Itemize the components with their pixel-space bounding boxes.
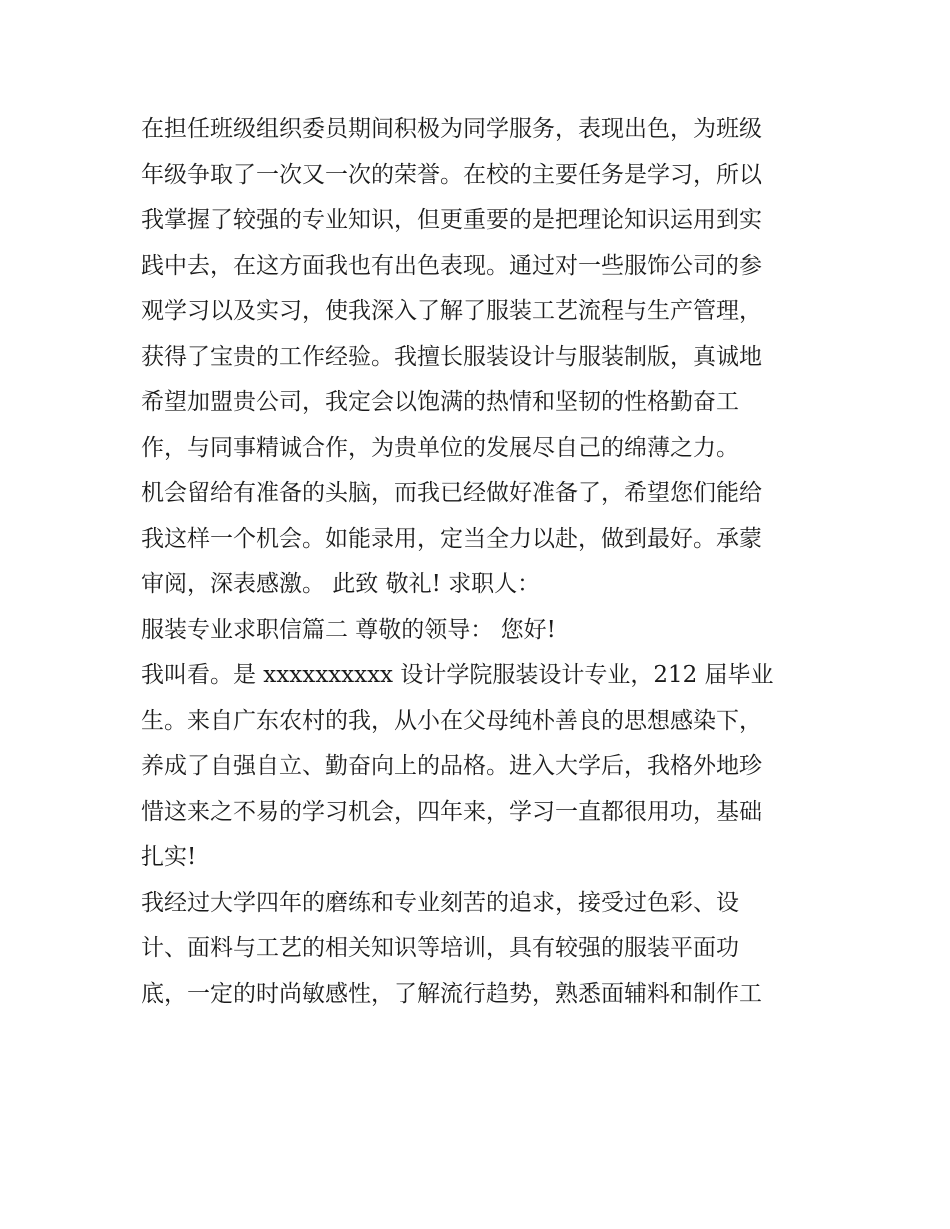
- text-line: 希望加盟贵公司，我定会以饱满的热情和坚韧的性格勤奋工: [141, 389, 739, 415]
- text-line: 计、面料与工艺的相关知识等培训，具有较强的服装平面功: [141, 935, 739, 961]
- text-line: 惜这来之不易的学习机会，四年来，学习一直都很用功，基础: [141, 798, 762, 825]
- text-line: 我这样一个机会。如能录用，定当全力以赴，做到最好。承蒙: [141, 525, 762, 552]
- section-heading-line: 服装专业求职信篇二 尊敬的领导： 您好!: [141, 616, 556, 643]
- text-line: 我叫看。是 xxxxxxxxxx 设计学院服装设计专业，212 届毕业: [141, 662, 774, 688]
- text-line: 观学习以及实习，使我深入了解了服装工艺流程与生产管理，: [141, 298, 762, 324]
- text-line: 在担任班级组织委员期间积极为同学服务，表现出色，为班级: [141, 116, 762, 142]
- text-line: 底，一定的时尚敏感性，了解流行趋势，熟悉面辅料和制作工: [141, 980, 762, 1007]
- text-line: 我掌握了较强的专业知识，但更重要的是把理论知识运用到实: [141, 207, 762, 233]
- text-line: 审阅，深表感激。 此致 敬礼! 求职人：: [141, 571, 541, 597]
- text-line: 生。来自广东农村的我，从小在父母纯朴善良的思想感染下，: [141, 707, 762, 734]
- text-line: 作，与同事精诚合作，为贵单位的发展尽自己的绵薄之力。: [141, 434, 739, 461]
- text-line: 机会留给有准备的头脑，而我已经做好准备了，希望您们能给: [141, 480, 762, 506]
- document-body: [141, 107, 813, 1017]
- text-line: 获得了宝贵的工作经验。我擅长服装设计与服装制版，真诚地: [141, 343, 762, 370]
- text-line: 养成了自强自立、勤奋向上的品格。进入大学后，我格外地珍: [141, 753, 762, 779]
- text-line: 年级争取了一次又一次的荣誉。在校的主要任务是学习，所以: [141, 161, 762, 188]
- text-line: 践中去，在这方面我也有出色表现。通过对一些服饰公司的参: [141, 252, 762, 279]
- text-line: 我经过大学四年的磨练和专业刻苦的追求，接受过色彩、设: [141, 889, 739, 916]
- text-line: 扎实!: [141, 844, 197, 870]
